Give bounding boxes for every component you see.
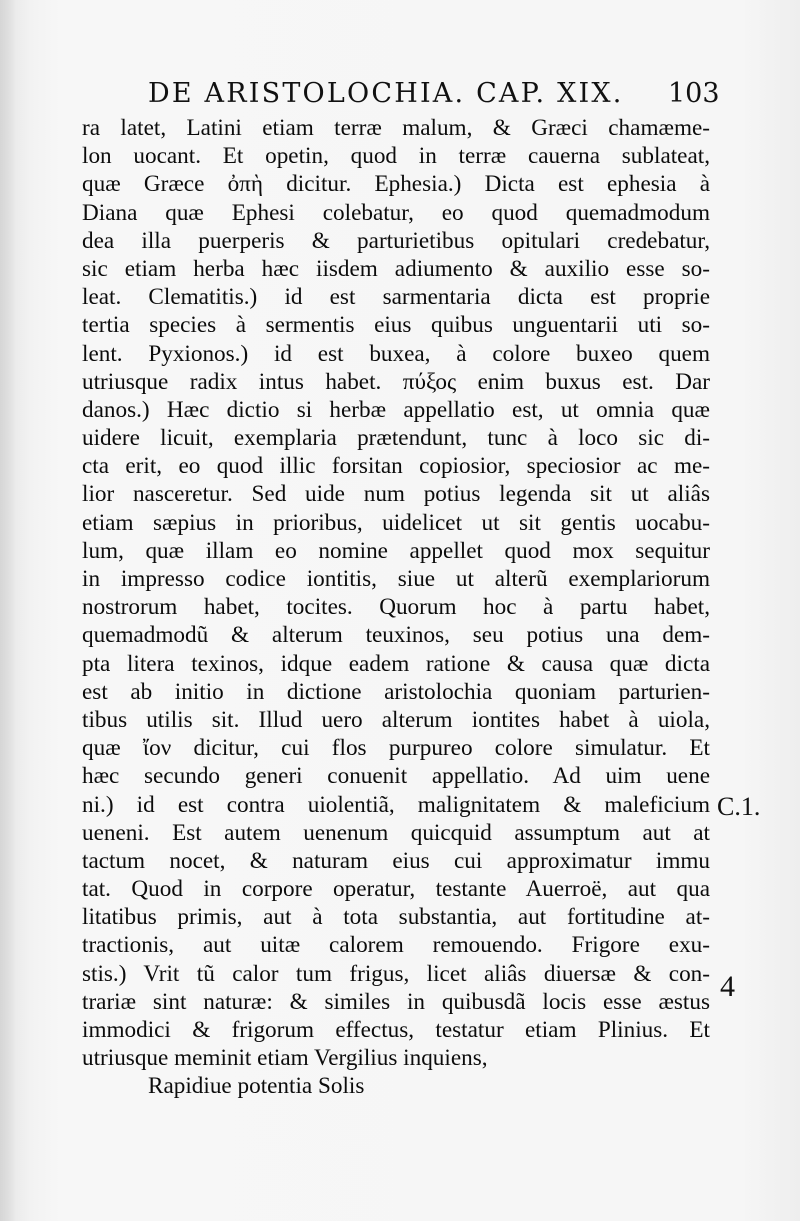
text-line: lior nasceretur. Sed uide num potius legenda sit ut aliâs <box>82 481 710 508</box>
text-line: trariæ sint naturæ: & similes in quibusdã locis esse æstus <box>82 988 710 1015</box>
text-line: quemadmodũ & alterum teuxinos, seu potius una dem- <box>82 622 710 649</box>
text-line: ni.) id est contra uiolentiã, malignitatem & maleficium <box>82 791 710 818</box>
text-line: stis.) Vrit tũ calor tum frigus, licet aliâs diuersæ & con- <box>82 960 710 987</box>
text-line: Diana quæ Ephesi colebatur, eo quod quemadmodum <box>82 199 710 226</box>
text-line: est ab initio in dictione aristolochia quoniam parturien- <box>82 678 710 705</box>
text-line: uidere licuit, exemplaria prætendunt, tunc à loco sic di- <box>82 425 710 452</box>
body-text <box>82 114 710 1101</box>
show-through-texture <box>400 1090 730 1200</box>
text-line: sic etiam herba hæc iisdem adiumento & auxilio esse so- <box>82 255 710 282</box>
page-header <box>0 72 800 112</box>
verse-line: Rapidiue potentia Solis <box>148 1073 365 1100</box>
text-line: leat. Clematitis.) id est sarmentaria dicta est proprie <box>82 284 710 311</box>
text-line: tactum nocet, & naturam eius cui approximatur immu <box>82 847 710 874</box>
text-line: hæc secundo generi conuenit appellatio. Ad uim uene <box>82 763 710 790</box>
page-number: 103 <box>668 78 720 109</box>
text-line: utriusque meminit etiam Vergilius inquiens, <box>82 1045 488 1072</box>
margin-note-4: 4 <box>720 970 735 1003</box>
text-line: tractionis, aut uitæ calorem remouendo. Frigore exu- <box>82 932 710 959</box>
text-line: immodici & frigorum effectus, testatur etiam Plinius. Et <box>82 1017 710 1043</box>
text-line: lum, quæ illam eo nomine appellet quod mox sequitur <box>82 537 710 564</box>
text-line: quæ Græce ὀπὴ dicitur. Ephesia.) Dicta est ephesia à <box>82 171 710 198</box>
text-line: pta litera texinos, idque eadem ratione & causa quæ dicta <box>82 650 710 677</box>
text-line: tertia species à sermentis eius quibus unguentarii uti so- <box>82 312 710 339</box>
text-line: etiam sæpius in prioribus, uidelicet ut sit gentis uocabu- <box>82 509 710 536</box>
text-line: tat. Quod in corpore operatur, testante Auerroë, aut qua <box>82 876 710 903</box>
text-line: nostrorum habet, tocites. Quorum hoc à partu habet, <box>82 594 710 621</box>
text-line: ra latet, Latini etiam terræ malum, & Græci chamæme- <box>82 115 710 141</box>
margin-note-c1: C.1. <box>717 792 761 821</box>
text-line: tibus utilis sit. Illud uero alterum iontites habet à uiola, <box>82 706 710 733</box>
text-line: litatibus primis, aut à tota substantia, aut fortitudine at- <box>82 904 710 931</box>
text-line: lon uocant. Et opetin, quod in terræ cauerna sublateat, <box>82 143 710 170</box>
text-line: in impresso codice iontitis, siue ut alterũ exemplariorum <box>82 566 710 592</box>
text-line: utriusque radix intus habet. πύξος enim buxus est. Dar <box>82 368 710 395</box>
text-line: quæ ἴον dicitur, cui flos purpureo colore simulatur. Et <box>82 735 710 762</box>
text-line: cta erit, eo quod illic forsitan copiosior, speciosior ac me- <box>82 453 710 480</box>
text-line: danos.) Hæc dictio si herbæ appellatio est, ut omnia quæ <box>82 396 710 423</box>
text-line: dea illa puerperis & parturietibus opitulari credebatur, <box>82 227 710 254</box>
text-line: ueneni. Est autem uenenum quicquid assumptum aut at <box>82 819 710 846</box>
page-gutter-shadow <box>0 0 16 1221</box>
running-title: DE ARISTOLOCHIA. CAP. XIX. <box>148 78 624 109</box>
text-line: lent. Pyxionos.) id est buxea, à colore buxeo quem <box>82 340 710 367</box>
